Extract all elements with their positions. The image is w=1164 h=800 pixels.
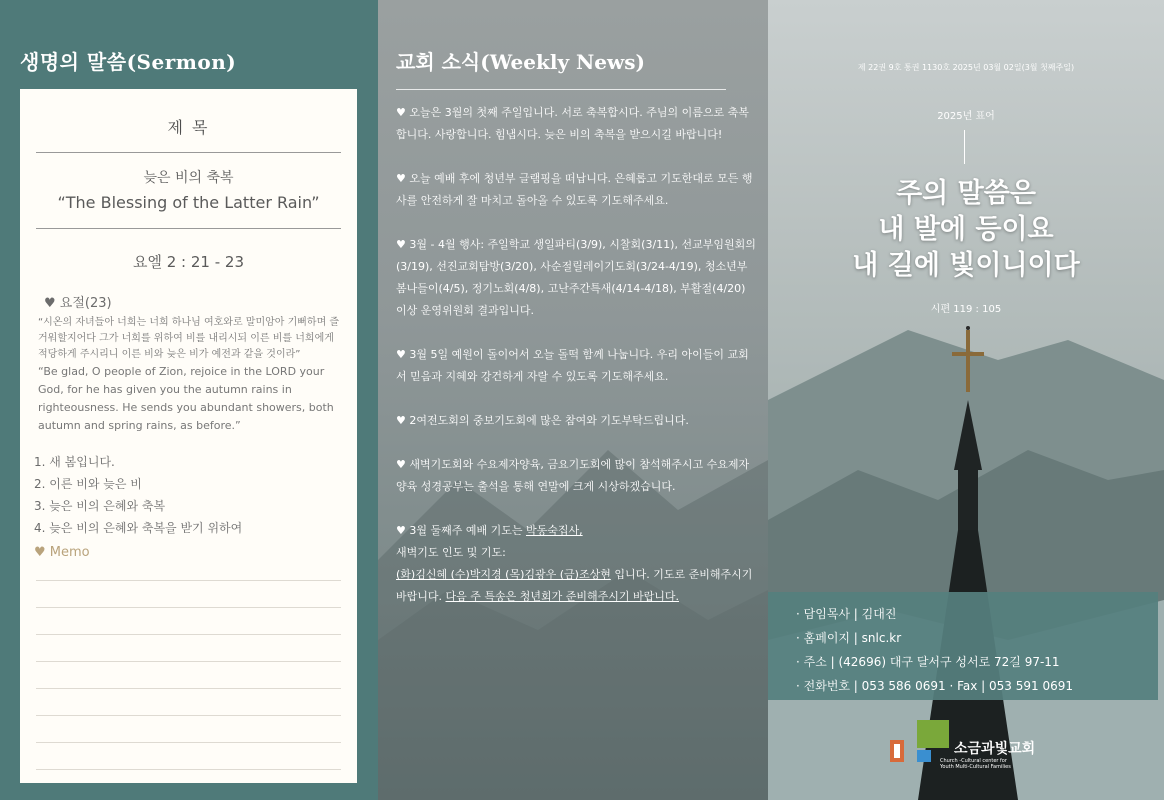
motto-line: 내 길에 빛이니이다 <box>852 250 1080 281</box>
homepage-info: · 홈페이지 | snlc.kr <box>796 631 902 645</box>
sermon-heading: 제 목 <box>167 118 210 137</box>
dawn-prayer-leaders: (화)김신혜 (수)박지경 (목)김광우 (금)조상현 <box>396 568 611 581</box>
verse-korean: “시온의 자녀들아 너희는 너희 하나님 여호와로 말미암아 기뻐하며 즐거워할지어다 그가 너희를 위하여 비를 내리시되 이른 비를 너희에게 적당하게 주시리니 이른 비와 늦은 비가 예전과 같을 것이라” <box>38 317 340 360</box>
news-item: ♥ 2여전도회의 중보기도회에 많은 참여와 기도부탁드립니다. <box>396 414 689 427</box>
sermon-point: 4. 늦은 비의 은혜와 축복을 받기 위하여 <box>34 521 243 535</box>
weekly-news-panel <box>378 0 768 800</box>
news-panel-title: 교회 소식(Weekly News) <box>396 50 645 74</box>
sermon-point: 2. 이른 비와 늦은 비 <box>34 477 142 491</box>
sermon-point: 3. 늦은 비의 은혜와 축복 <box>34 499 166 513</box>
church-info <box>796 602 1073 698</box>
sermon-title-english: “The Blessing of the Latter Rain” <box>57 193 320 212</box>
phone-info: · 전화번호 | 053 586 0691 · Fax | 053 591 0691 <box>796 679 1073 693</box>
sermon-card <box>20 89 357 783</box>
verse-english: “Be glad, O people of Zion, rejoice in the LORD your God, for he has given you the autumn rains in righteousness. He sends you abundant showers, both autumn and spring rains, as before.” <box>38 365 334 432</box>
pastor-info: · 담임목사 | 김대진 <box>796 607 897 621</box>
motto-line: 주의 말씀은 <box>896 178 1036 209</box>
motto-reference: 시편 119 : 105 <box>930 304 1002 315</box>
memo-label: ♥ Memo <box>34 545 90 560</box>
sermon-title-korean: 늦은 비의 축복 <box>143 170 234 186</box>
church-subtitle: Church -Cultural center for Youth Multi-Cultural Families <box>940 758 1011 770</box>
special-song-note: 다음 주 특송은 청년회가 준비해주시기 바랍니다. <box>445 590 679 603</box>
news-item: ♥ 3월 5일 예원이 돌이어서 오늘 돌떡 함께 나눕니다. 우리 아이들이 교회서 믿음과 지혜와 강건하게 자랄 수 있도록 기도해주세요. <box>396 348 749 383</box>
news-item-prayer <box>396 520 756 608</box>
prayer-leader: 박동숙집사, <box>525 524 583 537</box>
sermon-panel-title: 생명의 말씀(Sermon) <box>20 50 237 74</box>
year-motto-label: 2025년 표어 <box>937 111 995 122</box>
divider <box>396 89 726 90</box>
memo-line <box>36 769 341 770</box>
cover-panel <box>768 0 1164 800</box>
church-name: 소금과빛교회 <box>954 741 1036 757</box>
motto-line: 내 발에 등이요 <box>878 214 1054 245</box>
prayer-lead: ♥ 3월 둘째주 예배 기도는 <box>396 524 526 537</box>
sermon-points <box>20 451 357 539</box>
address-info: · 주소 | (42696) 대구 달서구 성서로 72길 97-11 <box>796 655 1060 669</box>
divider <box>964 130 965 164</box>
motto <box>768 176 1164 284</box>
scripture-reference: 요엘 2 : 21 - 23 <box>132 253 244 271</box>
issue-info: 제 22권 9호 통권 1130호 2025년 03월 02일(3월 첫째주일) <box>857 63 1075 72</box>
prayer-line: 새벽기도 인도 및 기도: <box>396 546 506 559</box>
news-item: ♥ 3월 - 4월 행사: 주일학교 생일파티(3/9), 시찰회(3/11), 선교부임원회의(3/19), 선진교회탐방(3/20), 사순절릴레이기도회(3/24-4/19), 청소년부 봄나들이(4/5), 정기노회(4/8), 고난주간특새(4/14-4/18), 부활절(4/20)이상 운영위원회 결과입니다. <box>396 238 756 317</box>
news-item: ♥ 오늘은 3월의 첫째 주일입니다. 서로 축복합시다. 주님의 이름으로 축복합니다. 사랑합니다. 힘냅시다. 늦은 비의 축복을 받으시길 바랍니다! <box>396 106 749 141</box>
news-item: ♥ 오늘 예배 후에 청년부 글램핑을 떠납니다. 은혜롭고 기도한대로 모든 행사를 안전하게 잘 마치고 돌아올 수 있도록 기도해주세요. <box>396 172 753 207</box>
church-logo <box>890 720 1036 774</box>
prayer-note: 입니다. 기도로 준비해주시기 바랍니다. <box>396 568 753 603</box>
sermon-panel <box>0 0 378 800</box>
verse-heading: ♥ 요절(23) <box>44 296 112 311</box>
news-item: ♥ 새벽기도회와 수요제자양육, 금요기도회에 많이 참석해주시고 수요제자양육 성경공부는 출석을 통해 연말에 크게 시상하겠습니다. <box>396 458 750 493</box>
sermon-point: 1. 새 봄입니다. <box>34 455 115 469</box>
news-list <box>396 102 756 630</box>
